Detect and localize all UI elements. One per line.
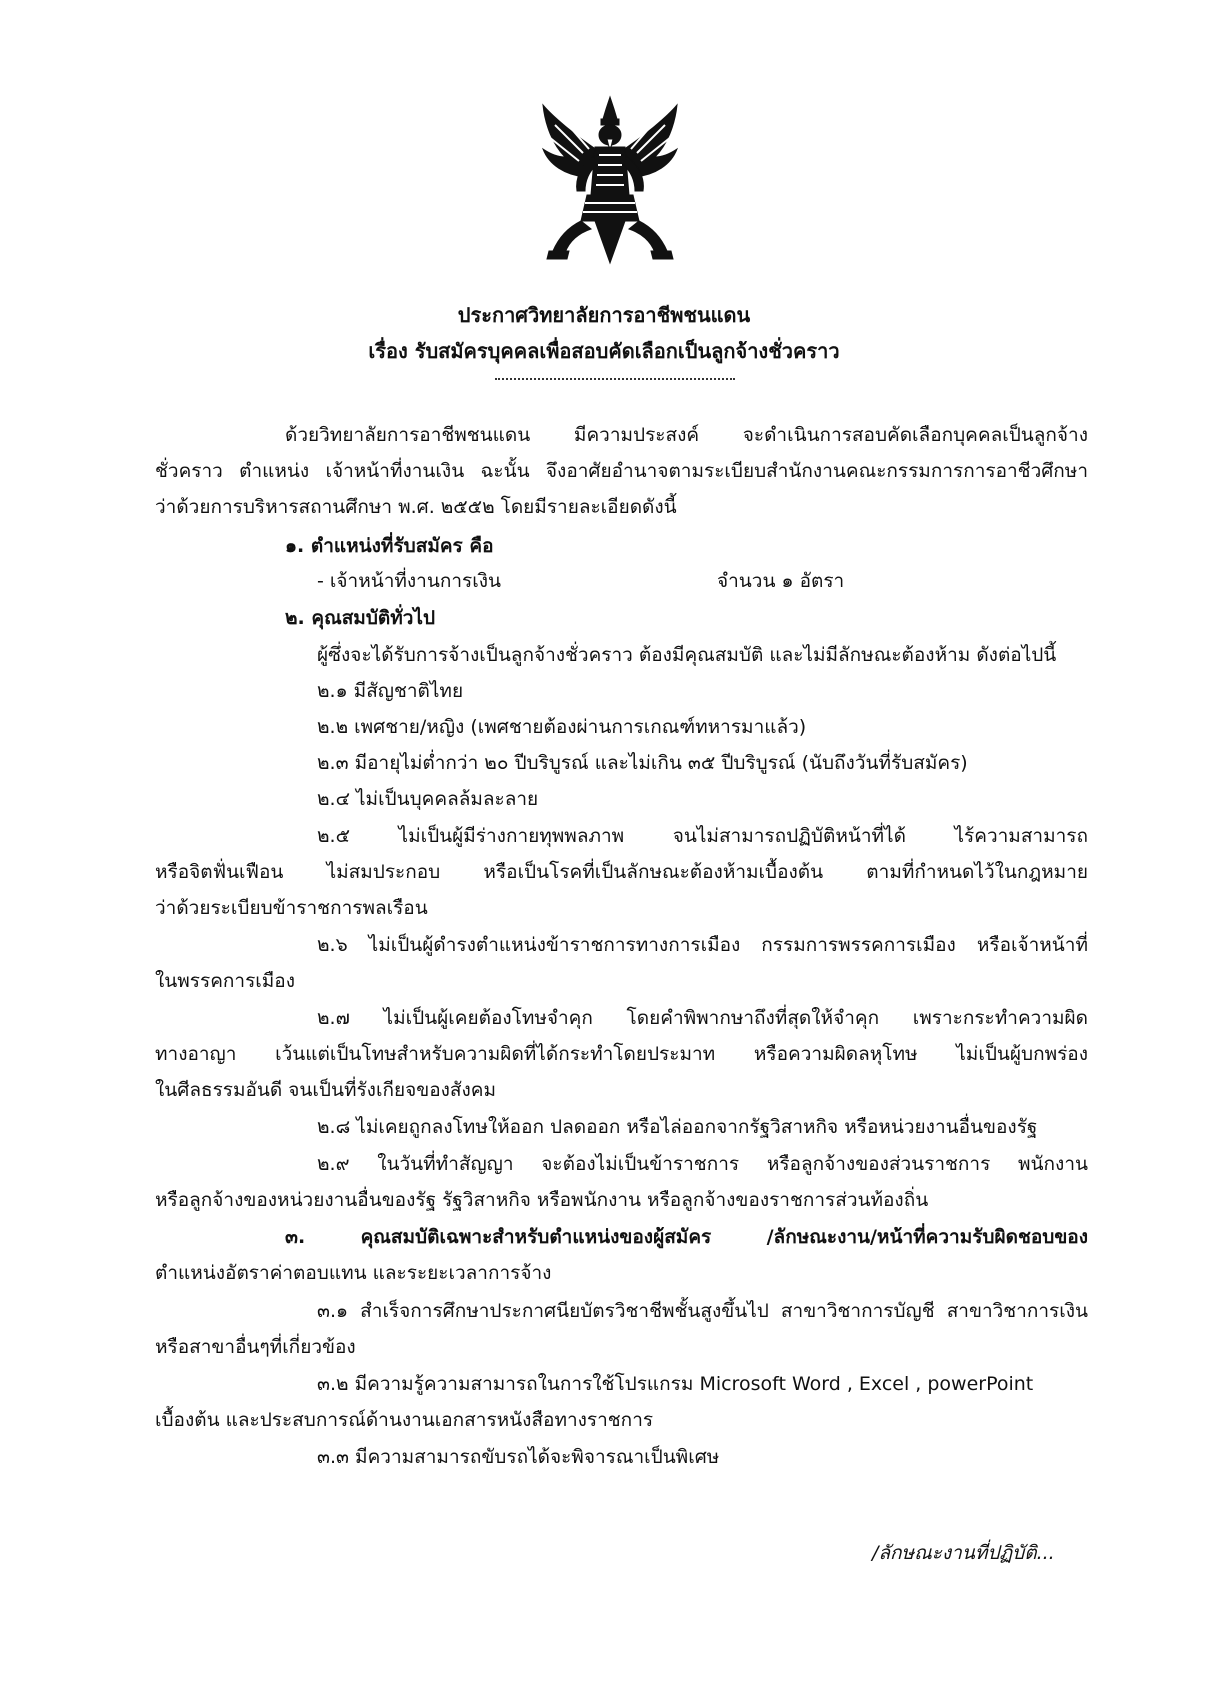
item-2-9-line-2: หรือลูกจ้างของหน่วยงานอื่นของรัฐ รัฐวิสาหกิจ หรือพนักงาน หรือลูกจ้างของราชการส่วนท้องถิ่น	[155, 1189, 929, 1211]
intro-line-3: ว่าด้วยการบริหารสถานศึกษา พ.ศ. ๒๕๕๒ โดยมีรายละเอียดดังนี้	[155, 496, 677, 518]
title-divider	[495, 378, 735, 380]
section-3-heading-line-2: ตำแหน่งอัตราค่าตอบแทน และระยะเวลาการจ้าง	[155, 1262, 552, 1284]
item-2-5-line-1: ๒.๕ ไม่เป็นผู้มีร่างกายทุพพลภาพ จนไม่สามารถปฏิบัติหน้าที่ได้ ไร้ความสามารถ	[317, 825, 1088, 847]
item-2-5-line-2: หรือจิตฟั่นเฟือน ไม่สมประกอบ หรือเป็นโรคที่เป็นลักษณะต้องห้ามเบื้องต้น ตามที่กำหนดไว้ในกฎหมาย	[155, 861, 1088, 883]
section-3-heading-line-1: ๓. คุณสมบัติเฉพาะสำหรับตำแหน่งของผู้สมัคร /ลักษณะงาน/หน้าที่ความรับผิดชอบของ	[285, 1226, 1088, 1248]
item-2-5-line-3: ว่าด้วยระเบียบข้าราชการพลเรือน	[155, 897, 428, 919]
item-3-1-line-2: หรือสาขาอื่นๆที่เกี่ยวข้อง	[155, 1336, 356, 1358]
position-name: - เจ้าหน้าที่งานการเงิน	[317, 570, 501, 592]
document-subject: เรื่อง รับสมัครบุคคลเพื่อสอบคัดเลือกเป็นลูกจ้างชั่วคราว	[368, 339, 840, 363]
intro-line-2: ชั่วคราว ตำแหน่ง เจ้าหน้าที่งานเงิน ฉะนั้น จึงอาศัยอำนาจตามระเบียบสำนักงานคณะกรรมการการอาชีวศึกษา	[155, 460, 1088, 482]
section-1-heading: ๑. ตำแหน่งที่รับสมัคร คือ	[285, 535, 494, 557]
section-2-heading: ๒. คุณสมบัติทั่วไป	[285, 607, 436, 629]
item-3-1-line-1: ๓.๑ สำเร็จการศึกษาประกาศนียบัตรวิชาชีพชั้นสูงขึ้นไป สาขาวิชาการบัญชี สาขาวิชาการเงิน	[317, 1300, 1088, 1322]
item-2-6-line-2: ในพรรคการเมือง	[155, 970, 295, 992]
item-2-9-line-1: ๒.๙ ในวันที่ทำสัญญา จะต้องไม่เป็นข้าราชการ หรือลูกจ้างของส่วนราชการ พนักงาน	[317, 1153, 1088, 1175]
item-2-8: ๒.๘ ไม่เคยถูกลงโทษให้ออก ปลดออก หรือไล่ออกจากรัฐวิสาหกิจ หรือหน่วยงานอื่นของรัฐ	[317, 1116, 1038, 1138]
item-3-2-line-2: เบื้องต้น และประสบการณ์ด้านงานเอกสารหนังสือทางราชการ	[155, 1409, 654, 1431]
document-title: ประกาศวิทยาลัยการอาชีพชนแดน	[457, 303, 751, 327]
page-continuation: /ลักษณะงานที่ปฏิบัติ...	[872, 1542, 1055, 1564]
item-2-3: ๒.๓ มีอายุไม่ต่ำกว่า ๒๐ ปีบริบูรณ์ และไม่เกิน ๓๕ ปีบริบูรณ์ (นับถึงวันที่รับสมัคร)	[317, 752, 968, 774]
item-2-7-line-1: ๒.๗ ไม่เป็นผู้เคยต้องโทษจำคุก โดยคำพิพากษาถึงที่สุดให้จำคุก เพราะกระทำความผิด	[317, 1007, 1088, 1029]
item-2-6-line-1: ๒.๖ ไม่เป็นผู้ดำรงตำแหน่งข้าราชการทางการเมือง กรรมการพรรคการเมือง หรือเจ้าหน้าที่	[317, 934, 1088, 956]
section-2-lead: ผู้ซึ่งจะได้รับการจ้างเป็นลูกจ้างชั่วคราว ต้องมีคุณสมบัติ และไม่มีลักษณะต้องห้าม ดังต่อไปนี้	[317, 644, 1057, 666]
position-quota: จำนวน ๑ อัตรา	[717, 570, 845, 592]
intro-line-1: ด้วยวิทยาลัยการอาชีพชนแดน มีความประสงค์ จะดำเนินการสอบคัดเลือกบุคคลเป็นลูกจ้าง	[285, 424, 1088, 446]
item-2-7-line-2: ทางอาญา เว้นแต่เป็นโทษสำหรับความผิดที่ได้กระทำโดยประมาท หรือความผิดลหุโทษ ไม่เป็นผู้บกพร่อง	[155, 1043, 1088, 1065]
item-3-3: ๓.๓ มีความสามารถขับรถได้จะพิจารณาเป็นพิเศษ	[317, 1446, 720, 1468]
item-2-4: ๒.๔ ไม่เป็นบุคคลล้มละลาย	[317, 788, 539, 810]
item-2-7-line-3: ในศีลธรรมอันดี จนเป็นที่รังเกียจของสังคม	[155, 1079, 496, 1101]
garuda-emblem-icon	[535, 95, 685, 265]
item-2-2: ๒.๒ เพศชาย/หญิง (เพศชายต้องผ่านการเกณฑ์ทหารมาแล้ว)	[317, 716, 807, 738]
item-2-1: ๒.๑ มีสัญชาติไทย	[317, 680, 464, 702]
item-3-2-line-1: ๓.๒ มีความรู้ความสามารถในการใช้โปรแกรม Microsoft Word , Excel , powerPoint	[317, 1373, 1034, 1395]
